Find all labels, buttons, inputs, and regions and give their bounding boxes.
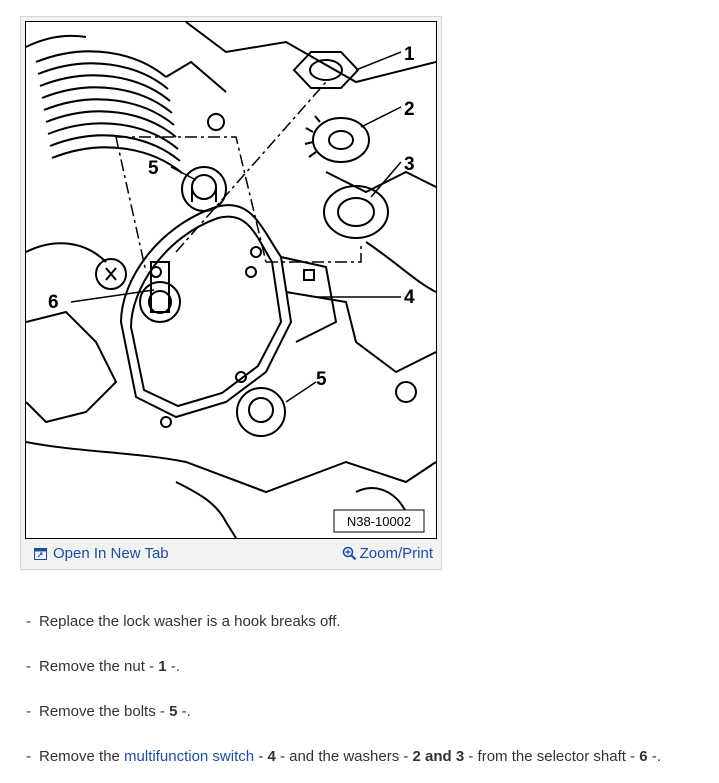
step-text: - from the selector shaft - (464, 748, 640, 765)
callout-5-top: 5 (148, 158, 159, 179)
multifunction-switch-link[interactable]: multifunction switch (124, 748, 255, 765)
washer (324, 186, 388, 238)
figure-card (20, 16, 442, 570)
callout-1: 1 (404, 44, 415, 65)
callout-4: 4 (404, 287, 415, 308)
step-text: Replace the lock washer is a hook breaks off. (39, 613, 341, 630)
bolt-top (182, 167, 226, 211)
figure-toolbar (21, 539, 441, 569)
instruction-step-3 (26, 703, 191, 720)
transmission-housing (26, 114, 436, 538)
zoom-print-label: Zoom/Print (359, 545, 433, 562)
step-text: - and the washers - (275, 748, 413, 765)
step-dash: - (26, 658, 31, 675)
step-text: - (254, 748, 268, 765)
leader-lines (71, 52, 401, 402)
lock-washer (305, 116, 369, 162)
callout-2: 2 (404, 99, 415, 120)
ref-number: 6 (639, 748, 648, 765)
step-text: Remove the bolts - (39, 703, 170, 720)
ref-code: N38-10002 (346, 514, 412, 529)
callout-3: 3 (404, 154, 415, 175)
ref-number: 5 (169, 703, 178, 720)
instruction-step-2 (26, 658, 180, 675)
ref-number: 4 (267, 748, 276, 765)
open-new-tab-icon (34, 548, 47, 560)
step-dash: - (26, 703, 31, 720)
callout-5-bottom: 5 (316, 369, 327, 390)
step-text: -. (166, 658, 180, 675)
step-text: -. (177, 703, 191, 720)
boot-hose (26, 22, 436, 173)
instruction-step-4 (26, 748, 661, 765)
instruction-step-1 (26, 613, 341, 630)
callout-6: 6 (48, 292, 59, 313)
exploded-diagram (25, 21, 437, 539)
open-new-tab-label: Open In New Tab (53, 545, 169, 562)
ref-number: 2 and 3 (412, 748, 465, 765)
step-text: -. (647, 748, 661, 765)
magnifier-icon (342, 546, 357, 561)
step-dash: - (26, 613, 31, 630)
bolt-bottom (237, 388, 285, 436)
open-new-tab-link[interactable] (34, 545, 169, 562)
ref-number: 1 (158, 658, 167, 675)
zoom-print-link[interactable] (342, 545, 433, 562)
step-text: Remove the (39, 748, 125, 765)
nut (294, 52, 358, 88)
step-text: Remove the nut - (39, 658, 159, 675)
diagram-drawing (26, 22, 436, 538)
step-dash: - (26, 748, 31, 765)
multifunction-switch-drawing (121, 205, 336, 427)
